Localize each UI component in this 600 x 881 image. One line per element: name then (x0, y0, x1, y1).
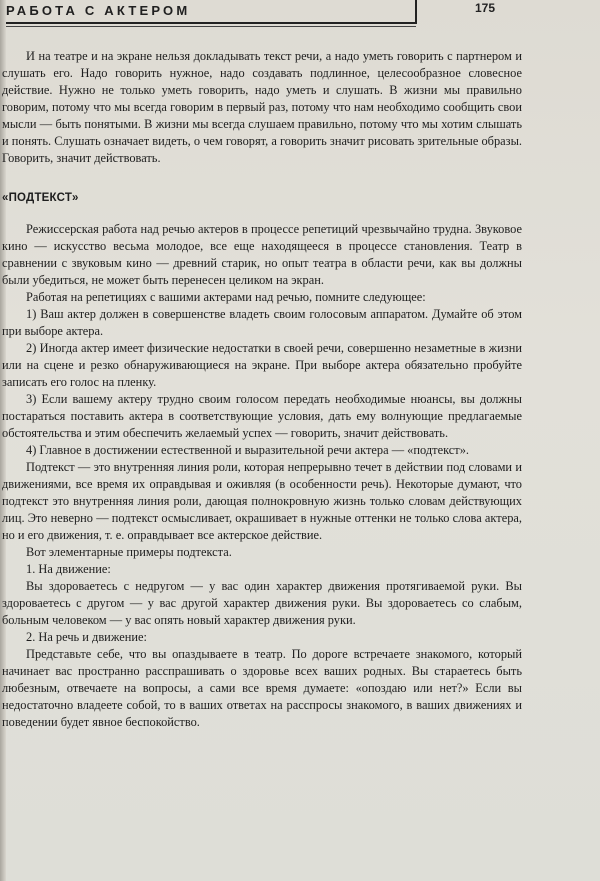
example-heading: 1. На движение: (26, 562, 111, 576)
paragraph: И на театре и на экране нельзя докладывать текст речи, а надо уметь говорить с партнером и слушать его. Надо говорить нужное, надо создавать подлинное, целесообразное словесное действие. Нужно не только уметь говорить, надо уметь и слушать. В жизни мы правильно говорим, потому что мы всегда говорим в первый раз, потому что нам необходимо сообщить свои мысли — быть понятыми. В жизни мы всегда слушаем правильно, потому что мы хотим слышать и понять. Слушать означает видеть, о чем говорят, а говорить значит рисовать зрительные образы. Говорить, значит действовать. (2, 49, 522, 165)
section-heading: «ПОДТЕКСТ» (2, 192, 79, 204)
page-number: 175 (475, 1, 496, 15)
running-header-title: РАБОТА С АКТЕРОМ (6, 2, 416, 24)
list-item: 4) Главное в достижении естественной и выразительной речи актера — «подтекст». (26, 443, 469, 457)
paragraph: Вы здороваетесь с недругом — у вас один характер движения протягиваемой руки. Вы здороваетесь с другом — у вас другой характер движения руки. Вы здороваетесь со слабым, больным человеком — у вас опять новый характер движения руки. (2, 579, 522, 627)
header-rule (6, 26, 416, 27)
list-item: 1) Ваш актер должен в совершенстве владеть своим голосовым аппаратом. Думайте об этом при выборе актера. (2, 307, 522, 338)
paragraph: Режиссерская работа над речью актеров в процессе репетиций чрезвычайно трудна. Звуковое кино — искусство весьма молодое, все еще находящееся в процессе становления. Театр в сравнении с звуковым кино — древний старик, но опыт театра в области речи, как вы должны были убедиться, не может быть перенесен целиком на экран. (2, 222, 522, 287)
example-heading: 2. На речь и движение: (26, 630, 147, 644)
paragraph: Представьте себе, что вы опаздываете в театр. По дороге встречаете знакомого, который начинает вас пространно расспрашивать о здоровье всех ваших родных. Вы стараетесь быть любезным, отвечаете на вопросы, а сами все время думаете: «опоздаю или нет?» Если вы недостаточно владеете собой, то в ваших ответах на расспросы знакомого, в ваших движениях и поведении будет явное беспокойство. (2, 647, 522, 729)
paragraph: Подтекст — это внутренняя линия роли, которая непрерывно течет в действии под словами и движениями, все время их оправдывая и оживляя (в особенности речь). Некоторые думают, что подтекст это внутренняя линия роли, дающая полнокровную жизнь только словам действующих лиц. Это неверно — подтекст осмысливает, окрашивает в нужные оттенки не только слова актера, но и его движения, т. е. оправдывает все актерское действие. (2, 460, 522, 542)
list-item: 3) Если вашему актеру трудно своим голосом передать необходимые нюансы, вы должны постараться поставить актера в соответствующие условия, дать ему волнующие предлагаемые обстоятельства и этим обеспечить желаемый успех — говорить, значит действовать. (2, 392, 522, 440)
paragraph: Вот элементарные примеры подтекста. (26, 545, 232, 559)
header-vertical-rule (415, 0, 417, 24)
body-text (2, 48, 522, 731)
paragraph: Работая на репетициях с вашими актерами над речью, помните следующее: (26, 290, 426, 304)
list-item: 2) Иногда актер имеет физические недостатки в своей речи, совершенно незаметные в жизни или на сцене и резко обнаруживающиеся на экране. При выборе актера обязательно пробуйте записать его голос на пленку. (2, 341, 522, 389)
